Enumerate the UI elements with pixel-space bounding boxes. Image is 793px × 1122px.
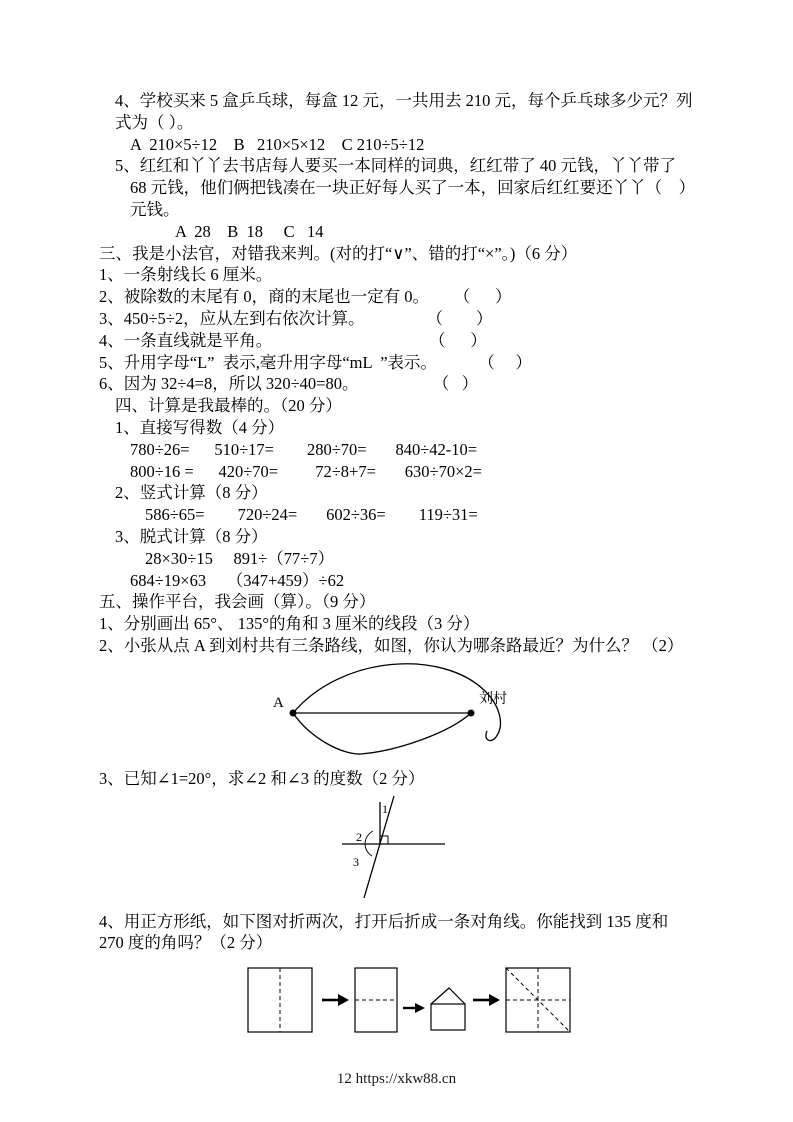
arrow1-head bbox=[338, 994, 349, 1006]
section3-header: 三、我是小法官，对错我来判。(对的打“∨”、错的打“×”。)（6 分） bbox=[99, 243, 578, 263]
vertical-calc-row: 586÷65= 720÷24= 602÷36= 119÷31= bbox=[145, 505, 478, 525]
route-top-curve bbox=[293, 663, 500, 740]
point-a-label: A bbox=[273, 694, 284, 711]
section4-header: 四、计算是我最棒的。（20 分） bbox=[115, 396, 342, 416]
stepwise-calc-row1: 28×30÷15 891÷（77÷7） bbox=[145, 548, 335, 568]
section5-q2: 2、小张从点 A 到刘村共有三条路线，如图，你认为哪条路最近？为什么？ （2） bbox=[99, 635, 684, 655]
q5-options: A 28 B 18 C 14 bbox=[175, 221, 324, 241]
q5-stem-line1: 5、红红和丫丫去书店每人要买一本同样的词典，红红带了 40 元钱，丫丫带了 bbox=[115, 156, 676, 176]
angle3-label: 3 bbox=[353, 854, 359, 869]
section5-q3: 3、已知∠1=20°，求∠2 和∠3 的度数（2 分） bbox=[99, 768, 425, 788]
section5-header: 五、操作平台，我会画（算）。（9 分） bbox=[99, 592, 376, 612]
arrow3-head bbox=[489, 994, 500, 1006]
q4-stem-line1: 4、学校买来 5 盒乒乓球，每盒 12 元，一共用去 210 元，每个乒乓球多少元？列 bbox=[115, 91, 693, 110]
q4-stem-line2: 式为（ ）。 bbox=[115, 112, 194, 132]
folding-diagram bbox=[245, 962, 793, 1047]
fold-step3-packet bbox=[431, 1004, 465, 1030]
section4-sub3: 3、脱式计算（8 分） bbox=[115, 526, 268, 546]
section4-sub2: 2、竖式计算（8 分） bbox=[115, 483, 268, 503]
oral-calc-row1: 780÷26= 510÷17= 280÷70= 840÷42-10= bbox=[130, 439, 478, 459]
section5-q1: 1、分别画出 65°、 135°的角和 3 厘米的线段（3 分） bbox=[99, 614, 480, 634]
judge-item-2: 2、被除数的末尾有 0，商的末尾也一定有 0。 （ ） bbox=[99, 287, 512, 307]
angles-diagram-svg bbox=[269, 794, 489, 904]
route-bottom-curve bbox=[293, 713, 471, 754]
section5-q4-line1: 4、用正方形纸，如下图对折两次，打开后折成一条对角线。你能找到 135 度和 bbox=[99, 911, 669, 931]
judge-item-3: 3、450÷5÷2，应从左到右依次计算。 （ ） bbox=[99, 308, 493, 328]
routes-diagram bbox=[247, 661, 793, 766]
angle2-label: 2 bbox=[356, 829, 362, 844]
q5-stem-line2: 68 元钱，他们俩把钱凑在一块正好每人买了一本，回家后红红要还丫丫（ ） bbox=[130, 178, 696, 198]
folding-diagram-svg bbox=[245, 962, 585, 1042]
village-label: 刘村 bbox=[479, 691, 507, 707]
judge-item-5: 5、升用字母“L” 表示,毫升用字母“mL ”表示。 （ ） bbox=[99, 352, 532, 372]
point-a-dot bbox=[290, 709, 297, 716]
angle3-arc bbox=[365, 844, 372, 856]
angle1-label: 1 bbox=[382, 801, 388, 816]
angle2-arc bbox=[365, 831, 373, 844]
section4-sub1: 1、直接写得数（4 分） bbox=[115, 417, 285, 437]
fold-step3-flap bbox=[431, 988, 465, 1004]
slanted-line bbox=[364, 796, 394, 898]
q5-stem-line3: 元钱。 bbox=[130, 199, 180, 219]
village-dot bbox=[468, 709, 475, 716]
oral-calc-row2: 800÷16 = 420÷70= 72÷8+7= 630÷70×2= bbox=[130, 461, 482, 481]
routes-diagram-svg bbox=[247, 661, 557, 761]
stepwise-calc-row2: 684÷19×63 （347+459）÷62 bbox=[130, 570, 345, 590]
q4-options: A 210×5÷12 B 210×5×12 C 210÷5÷12 bbox=[130, 134, 425, 154]
judge-item-6: 6、因为 32÷4=8，所以 320÷40=80。 （ ） bbox=[99, 374, 479, 394]
section5-q4-line2: 270 度的角吗？（2 分） bbox=[99, 933, 273, 953]
angles-diagram bbox=[269, 794, 793, 909]
judge-item-4: 4、一条直线就是平角。 （ ） bbox=[99, 330, 487, 350]
judge-item-1: 1、一条射线长 6 厘米。 bbox=[99, 265, 273, 285]
page-footer: 12 https://xkw88.cn bbox=[336, 1071, 457, 1087]
arrow2-head bbox=[415, 1003, 425, 1013]
